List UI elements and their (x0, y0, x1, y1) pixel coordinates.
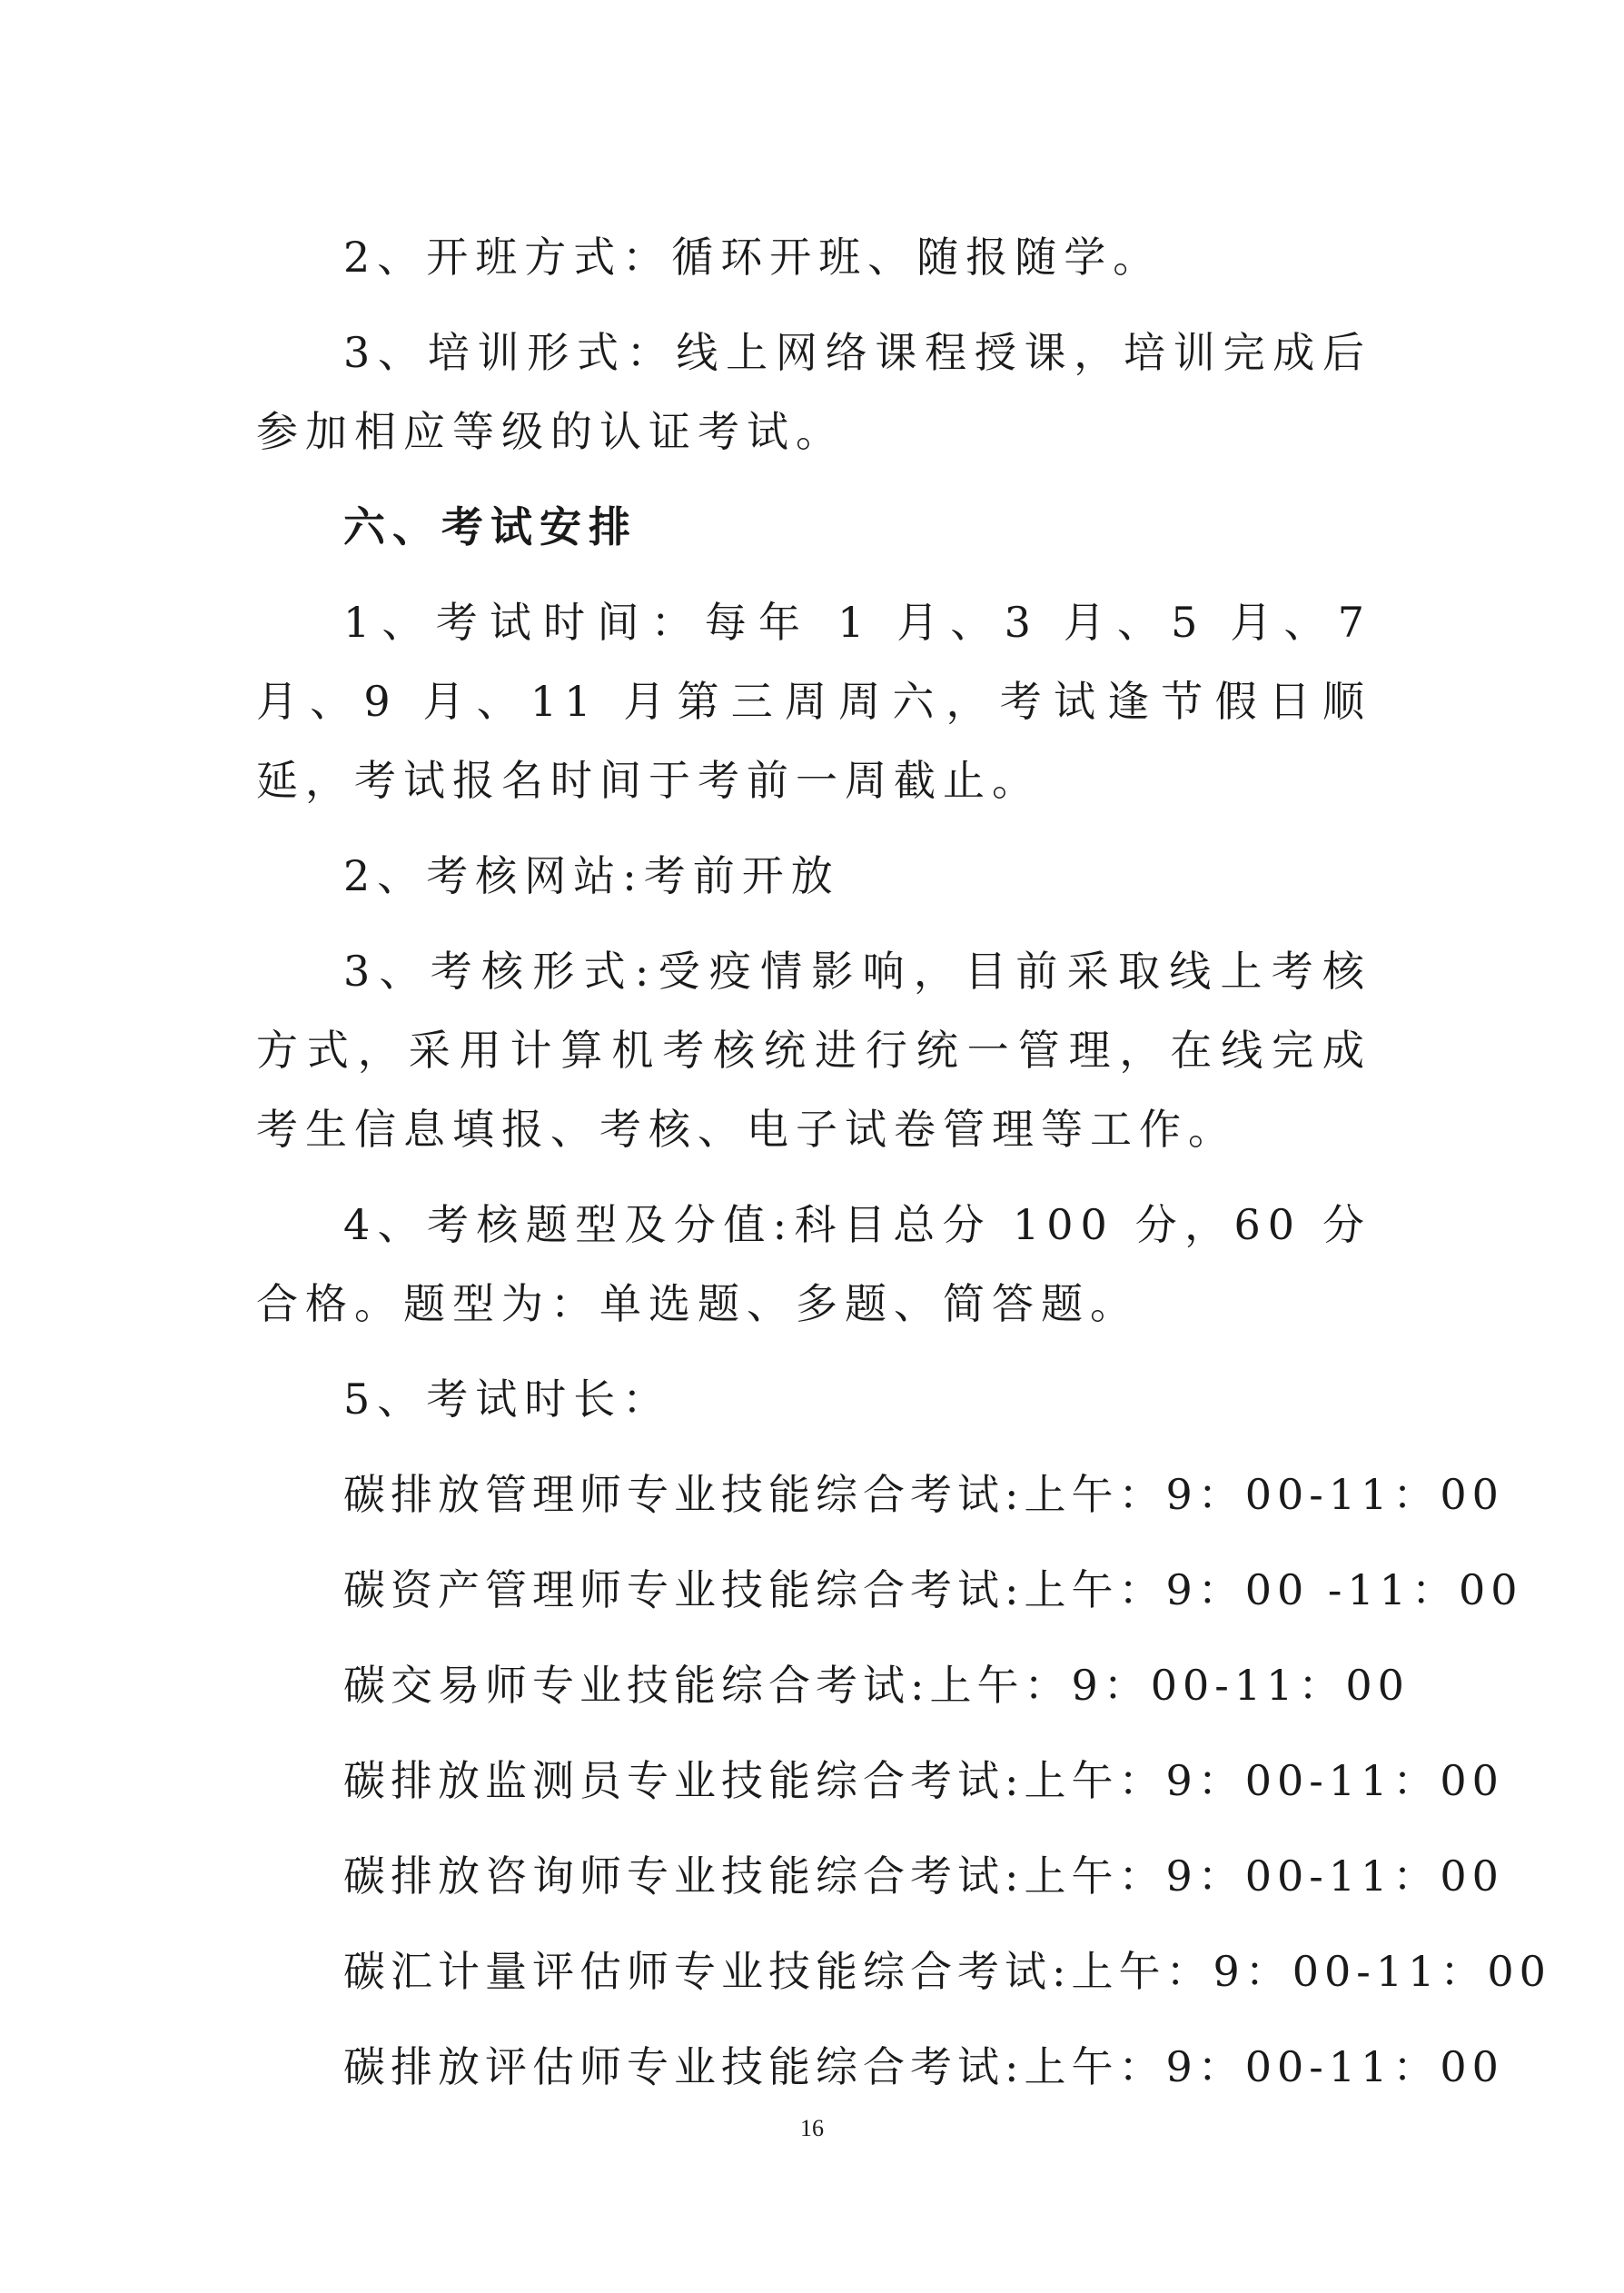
exam-time-line: 碳汇计量评估师专业技能综合考试:上午：9：00-11：00 (343, 1947, 1551, 1996)
exam-time-line: 碳排放管理师专业技能综合考试:上午：9：00-11：00 (343, 1470, 1504, 1519)
paragraph-exam-website: 2、考核网站:考前开放 (343, 851, 840, 900)
exam-time-line: 碳交易师专业技能综合考试:上午：9：00-11：00 (343, 1661, 1410, 1710)
paragraph-exam-time: 1、考试时间：每年 1 月、3 月、5 月、7 月、9 月、11 月第三周周六，考试逢节假日顺延，考试报名时间于考前一周截止。 (256, 598, 1371, 805)
exam-time-line: 碳排放评估师专业技能综合考试:上午：9：00-11：00 (343, 2042, 1504, 2091)
paragraph-class-mode: 2、开班方式：循环开班、随报随学。 (343, 233, 1163, 282)
paragraph-question-types: 4、考核题型及分值:科目总分 100 分，60 分合格。题型为：单选题、多题、简答题。 (256, 1200, 1371, 1328)
exam-time-line: 碳排放监测员专业技能综合考试:上午：9：00-11：00 (343, 1756, 1504, 1805)
exam-time-line: 碳资产管理师专业技能综合考试:上午：9：00 -11：00 (343, 1565, 1523, 1614)
paragraph-training-form: 3、培训形式：线上网络课程授课，培训完成后参加相应等级的认证考试。 (256, 328, 1371, 456)
section-heading-exam-arrangement: 六、考试安排 (343, 502, 638, 551)
exam-time-line: 碳排放咨询师专业技能综合考试:上午：9：00-11：00 (343, 1851, 1504, 1901)
paragraph-exam-form: 3、考核形式:受疫情影响，目前采取线上考核方式，采用计算机考核统进行统一管理，在线完成考生信息填报、考核、电子试卷管理等工作。 (256, 947, 1371, 1154)
page-body (256, 218, 1551, 2123)
page-number: 16 (800, 2115, 824, 2141)
paragraph-exam-duration: 5、考试时长： (343, 1375, 672, 1424)
